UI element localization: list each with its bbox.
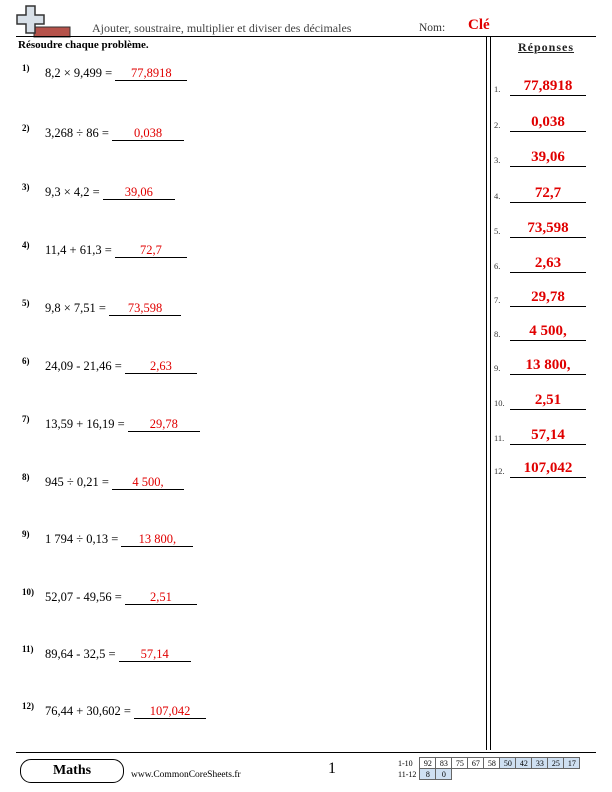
problem-expression: 52,07 - 49,56 = bbox=[45, 590, 122, 604]
problem-answer: 107,042 bbox=[134, 704, 206, 719]
problem-expression-line bbox=[45, 590, 197, 605]
problem-expression-line bbox=[45, 417, 200, 432]
answer-key-item bbox=[494, 319, 594, 341]
answer-key-item bbox=[494, 388, 594, 410]
answer-key-number: 3. bbox=[494, 155, 501, 165]
problem-expression: 76,44 + 30,602 = bbox=[45, 704, 131, 718]
answer-key-value: 2,63 bbox=[510, 255, 586, 273]
problem-answer: 2,51 bbox=[125, 590, 197, 605]
problem-expression-line bbox=[45, 301, 181, 316]
problem-expression: 3,268 ÷ 86 = bbox=[45, 126, 109, 140]
score-cell: 25 bbox=[548, 758, 564, 769]
subject-badge: Maths bbox=[20, 759, 124, 783]
answer-key-value: 107,042 bbox=[510, 460, 586, 478]
problem-expression-line bbox=[45, 185, 175, 200]
answer-key-number: 5. bbox=[494, 226, 501, 236]
score-cell: 92 bbox=[420, 758, 436, 769]
page-number: 1 bbox=[328, 760, 336, 777]
problem-answer: 57,14 bbox=[119, 647, 191, 662]
score-cell: 75 bbox=[452, 758, 468, 769]
problem-number: 12) bbox=[22, 701, 34, 711]
problem-answer: 13 800, bbox=[121, 532, 193, 547]
footer-divider bbox=[16, 752, 596, 753]
problem-expression: 11,4 + 61,3 = bbox=[45, 243, 112, 257]
problem-expression: 1 794 ÷ 0,13 = bbox=[45, 532, 119, 546]
problem-number: 1) bbox=[22, 63, 30, 73]
problem-number: 5) bbox=[22, 298, 30, 308]
problem-answer: 29,78 bbox=[128, 417, 200, 432]
problem-answer: 0,038 bbox=[112, 126, 184, 141]
score-row bbox=[398, 769, 580, 780]
answer-key-number: 7. bbox=[494, 295, 501, 305]
problem-answer: 72,7 bbox=[115, 243, 187, 258]
problem-answer: 39,06 bbox=[103, 185, 175, 200]
score-table bbox=[398, 757, 580, 780]
score-cell: 67 bbox=[468, 758, 484, 769]
problem-number: 9) bbox=[22, 529, 30, 539]
answer-key-value: 2,51 bbox=[510, 392, 586, 410]
answer-key-number: 10. bbox=[494, 398, 505, 408]
problem-expression: 8,2 × 9,499 = bbox=[45, 66, 113, 80]
problem-number: 8) bbox=[22, 472, 30, 482]
answer-column-divider bbox=[486, 36, 487, 750]
answer-key-item bbox=[494, 181, 594, 203]
score-cell: 83 bbox=[436, 758, 452, 769]
problem-answer: 73,598 bbox=[109, 301, 181, 316]
header-divider bbox=[16, 36, 596, 37]
answer-key-item bbox=[494, 353, 594, 375]
answer-key-item bbox=[494, 74, 594, 96]
score-cell: 58 bbox=[484, 758, 500, 769]
problem-expression-line bbox=[45, 475, 184, 490]
answer-key-value: 29,78 bbox=[510, 289, 586, 307]
problem-expression-line bbox=[45, 243, 187, 258]
score-cell: 0 bbox=[436, 769, 452, 780]
problem-expression: 89,64 - 32,5 = bbox=[45, 647, 116, 661]
answer-key-item bbox=[494, 456, 594, 478]
problem-answer: 77,8918 bbox=[115, 66, 187, 81]
name-value: Clé bbox=[468, 17, 490, 33]
answer-key-item bbox=[494, 423, 594, 445]
problem-expression: 9,8 × 7,51 = bbox=[45, 301, 106, 315]
score-cell: 8 bbox=[420, 769, 436, 780]
answer-key-number: 4. bbox=[494, 191, 501, 201]
site-url: www.CommonCoreSheets.fr bbox=[131, 770, 241, 780]
score-cell: 17 bbox=[564, 758, 580, 769]
problem-number: 6) bbox=[22, 356, 30, 366]
problem-expression: 24,09 - 21,46 = bbox=[45, 359, 122, 373]
answers-heading: Réponses bbox=[518, 40, 575, 54]
score-cell: 50 bbox=[500, 758, 516, 769]
worksheet-title: Ajouter, soustraire, multiplier et diviser des décimales bbox=[92, 21, 352, 35]
problem-expression-line bbox=[45, 647, 191, 662]
problem-expression-line bbox=[45, 532, 193, 547]
answer-key-item bbox=[494, 285, 594, 307]
answer-key-number: 12. bbox=[494, 466, 505, 476]
problem-expression: 9,3 × 4,2 = bbox=[45, 185, 100, 199]
problem-number: 7) bbox=[22, 414, 30, 424]
score-cell: 42 bbox=[516, 758, 532, 769]
answer-key-item bbox=[494, 216, 594, 238]
answer-key-value: 77,8918 bbox=[510, 78, 586, 96]
answer-key-number: 2. bbox=[494, 120, 501, 130]
answer-key-number: 8. bbox=[494, 329, 501, 339]
score-row-label: 11-12 bbox=[398, 769, 417, 779]
answer-key-value: 39,06 bbox=[510, 149, 586, 167]
answer-key-value: 73,598 bbox=[510, 220, 586, 238]
answer-key-value: 57,14 bbox=[510, 427, 586, 445]
problem-expression: 945 ÷ 0,21 = bbox=[45, 475, 109, 489]
problem-answer: 4 500, bbox=[112, 475, 184, 490]
instructions: Résoudre chaque problème. bbox=[18, 39, 149, 51]
answer-key-value: 4 500, bbox=[510, 323, 586, 341]
problem-answer: 2,63 bbox=[125, 359, 197, 374]
score-row-label: 1-10 bbox=[398, 758, 413, 768]
answer-key-value: 13 800, bbox=[510, 357, 586, 375]
name-label: Nom: bbox=[419, 22, 446, 34]
answer-key-value: 0,038 bbox=[510, 114, 586, 132]
answer-key-item bbox=[494, 145, 594, 167]
score-row bbox=[398, 758, 580, 769]
problem-expression-line bbox=[45, 66, 187, 81]
answer-key-number: 6. bbox=[494, 261, 501, 271]
problem-expression-line bbox=[45, 359, 197, 374]
answer-column-divider-inner bbox=[490, 36, 491, 750]
answer-key-number: 11. bbox=[494, 433, 505, 443]
problem-number: 4) bbox=[22, 240, 30, 250]
problem-expression-line bbox=[45, 126, 184, 141]
problem-expression-line bbox=[45, 704, 206, 719]
answer-key-item bbox=[494, 110, 594, 132]
problem-expression: 13,59 + 16,19 = bbox=[45, 417, 125, 431]
answer-key-item bbox=[494, 251, 594, 273]
answer-key-number: 1. bbox=[494, 84, 501, 94]
score-cell: 33 bbox=[532, 758, 548, 769]
problem-number: 2) bbox=[22, 123, 30, 133]
problem-number: 10) bbox=[22, 587, 34, 597]
answer-key-value: 72,7 bbox=[510, 185, 586, 203]
problem-number: 3) bbox=[22, 182, 30, 192]
problem-number: 11) bbox=[22, 644, 34, 654]
plus-sign-logo-icon bbox=[16, 5, 72, 39]
answer-key-number: 9. bbox=[494, 363, 501, 373]
